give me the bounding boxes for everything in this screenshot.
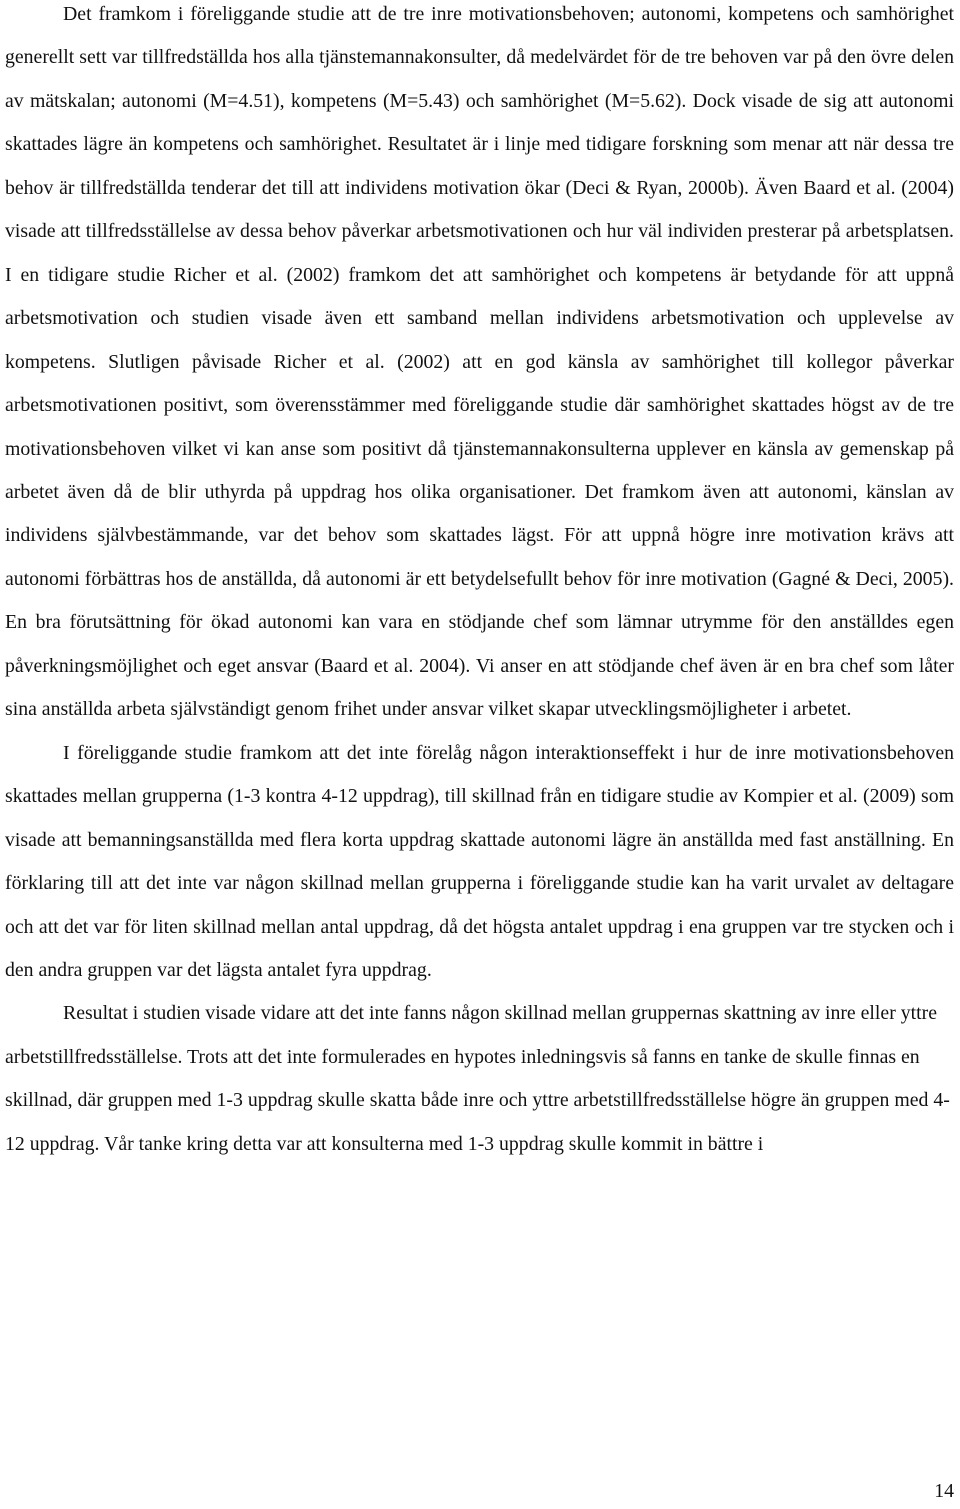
paragraph-1: Det framkom i föreliggande studie att de tre inre motivationsbehoven; autonomi, kompetens och samhörighet generellt sett var tillfredställda hos alla tjänstemannakonsulter, då medelvärdet för de tre behoven var på den övre delen av mätskalan; autonomi (M=4.51), kompetens (M=5.43) och samhörighet (M=5.62). Dock visade de sig att autonomi skattades lägre än kompetens och samhörighet. Resultatet är i linje med tidigare forskning som menar att när dessa tre behov är tillfredställda tenderar det till att individens motivation ökar (Deci & Ryan, 2000b). Även Baard et al. (2004) visade att tillfredsställelse av dessa behov påverkar arbetsmotivationen och hur väl individen presterar på arbetsplatsen. I en tidigare studie Richer et al. (2002) framkom det att samhörighet och kompetens är betydande för att uppnå arbetsmotivation och studien visade även ett samband mellan individens arbetsmotivation och upplevelse av kompetens. Slutligen påvisade Richer et al. (2002) att en god känsla av samhörighet till kollegor påverkar arbetsmotivationen positivt, som överensstämmer med föreliggande studie där samhörighet skattades högst av de tre motivationsbehoven vilket vi kan anse som positivt då tjänstemannakonsulterna upplever en känsla av gemenskap på arbetet även då de blir uthyrda på uppdrag hos olika organisationer. Det framkom även att autonomi, känslan av individens självbestämmande, var det behov som skattades lägst. För att uppnå högre inre motivation krävs att autonomi förbättras hos de anställda, då autonomi är ett betydelsefullt behov för inre motivation (Gagné & Deci, 2005). En bra förutsättning för ökad autonomi kan vara en stödjande chef som lämnar utrymme för den anställdes egen påverkningsmöjlighet och eget ansvar (Baard et al. 2004). Vi anser en att stödjande chef även är en bra chef som låter sina anställda arbeta självständigt genom frihet under ansvar vilket skapar utvecklingsmöjligheter i arbetet.: [5, 3, 954, 721]
paragraph-2: I föreliggande studie framkom att det inte förelåg någon interaktionseffekt i hur de inre motivationsbehoven skattades mellan grupperna (1-3 kontra 4-12 uppdrag), till skillnad från en tidigare studie av Kompier et al. (2009) som visade att bemanningsanställda med flera korta uppdrag skattade autonomi lägre än anställda med fast anställning. En förklaring till att det inte var någon skillnad mellan grupperna i föreliggande studie kan ha varit urvalet av deltagare och att det var för liten skillnad mellan antal uppdrag, då det högsta antalet uppdrag i ena gruppen var tre stycken och i den andra gruppen var det lägsta antalet fyra uppdrag.: [5, 741, 954, 981]
paragraph-3: Resultat i studien visade vidare att det inte fanns någon skillnad mellan gruppernas skattning av inre eller yttre arbetstillfredsställelse. Trots att det inte formulerades en hypotes inledningsvis så fanns en tanke de skulle finnas en skillnad, där gruppen med 1-3 uppdrag skulle skatta både inre och yttre arbetstillfredsställelse högre än gruppen med 4-12 uppdrag. Vår tanke kring detta var att konsulterna med 1-3 uppdrag skulle kommit in bättre i: [5, 1002, 950, 1155]
page-number: 14: [934, 1480, 954, 1502]
document-page: [5, 0, 954, 1166]
